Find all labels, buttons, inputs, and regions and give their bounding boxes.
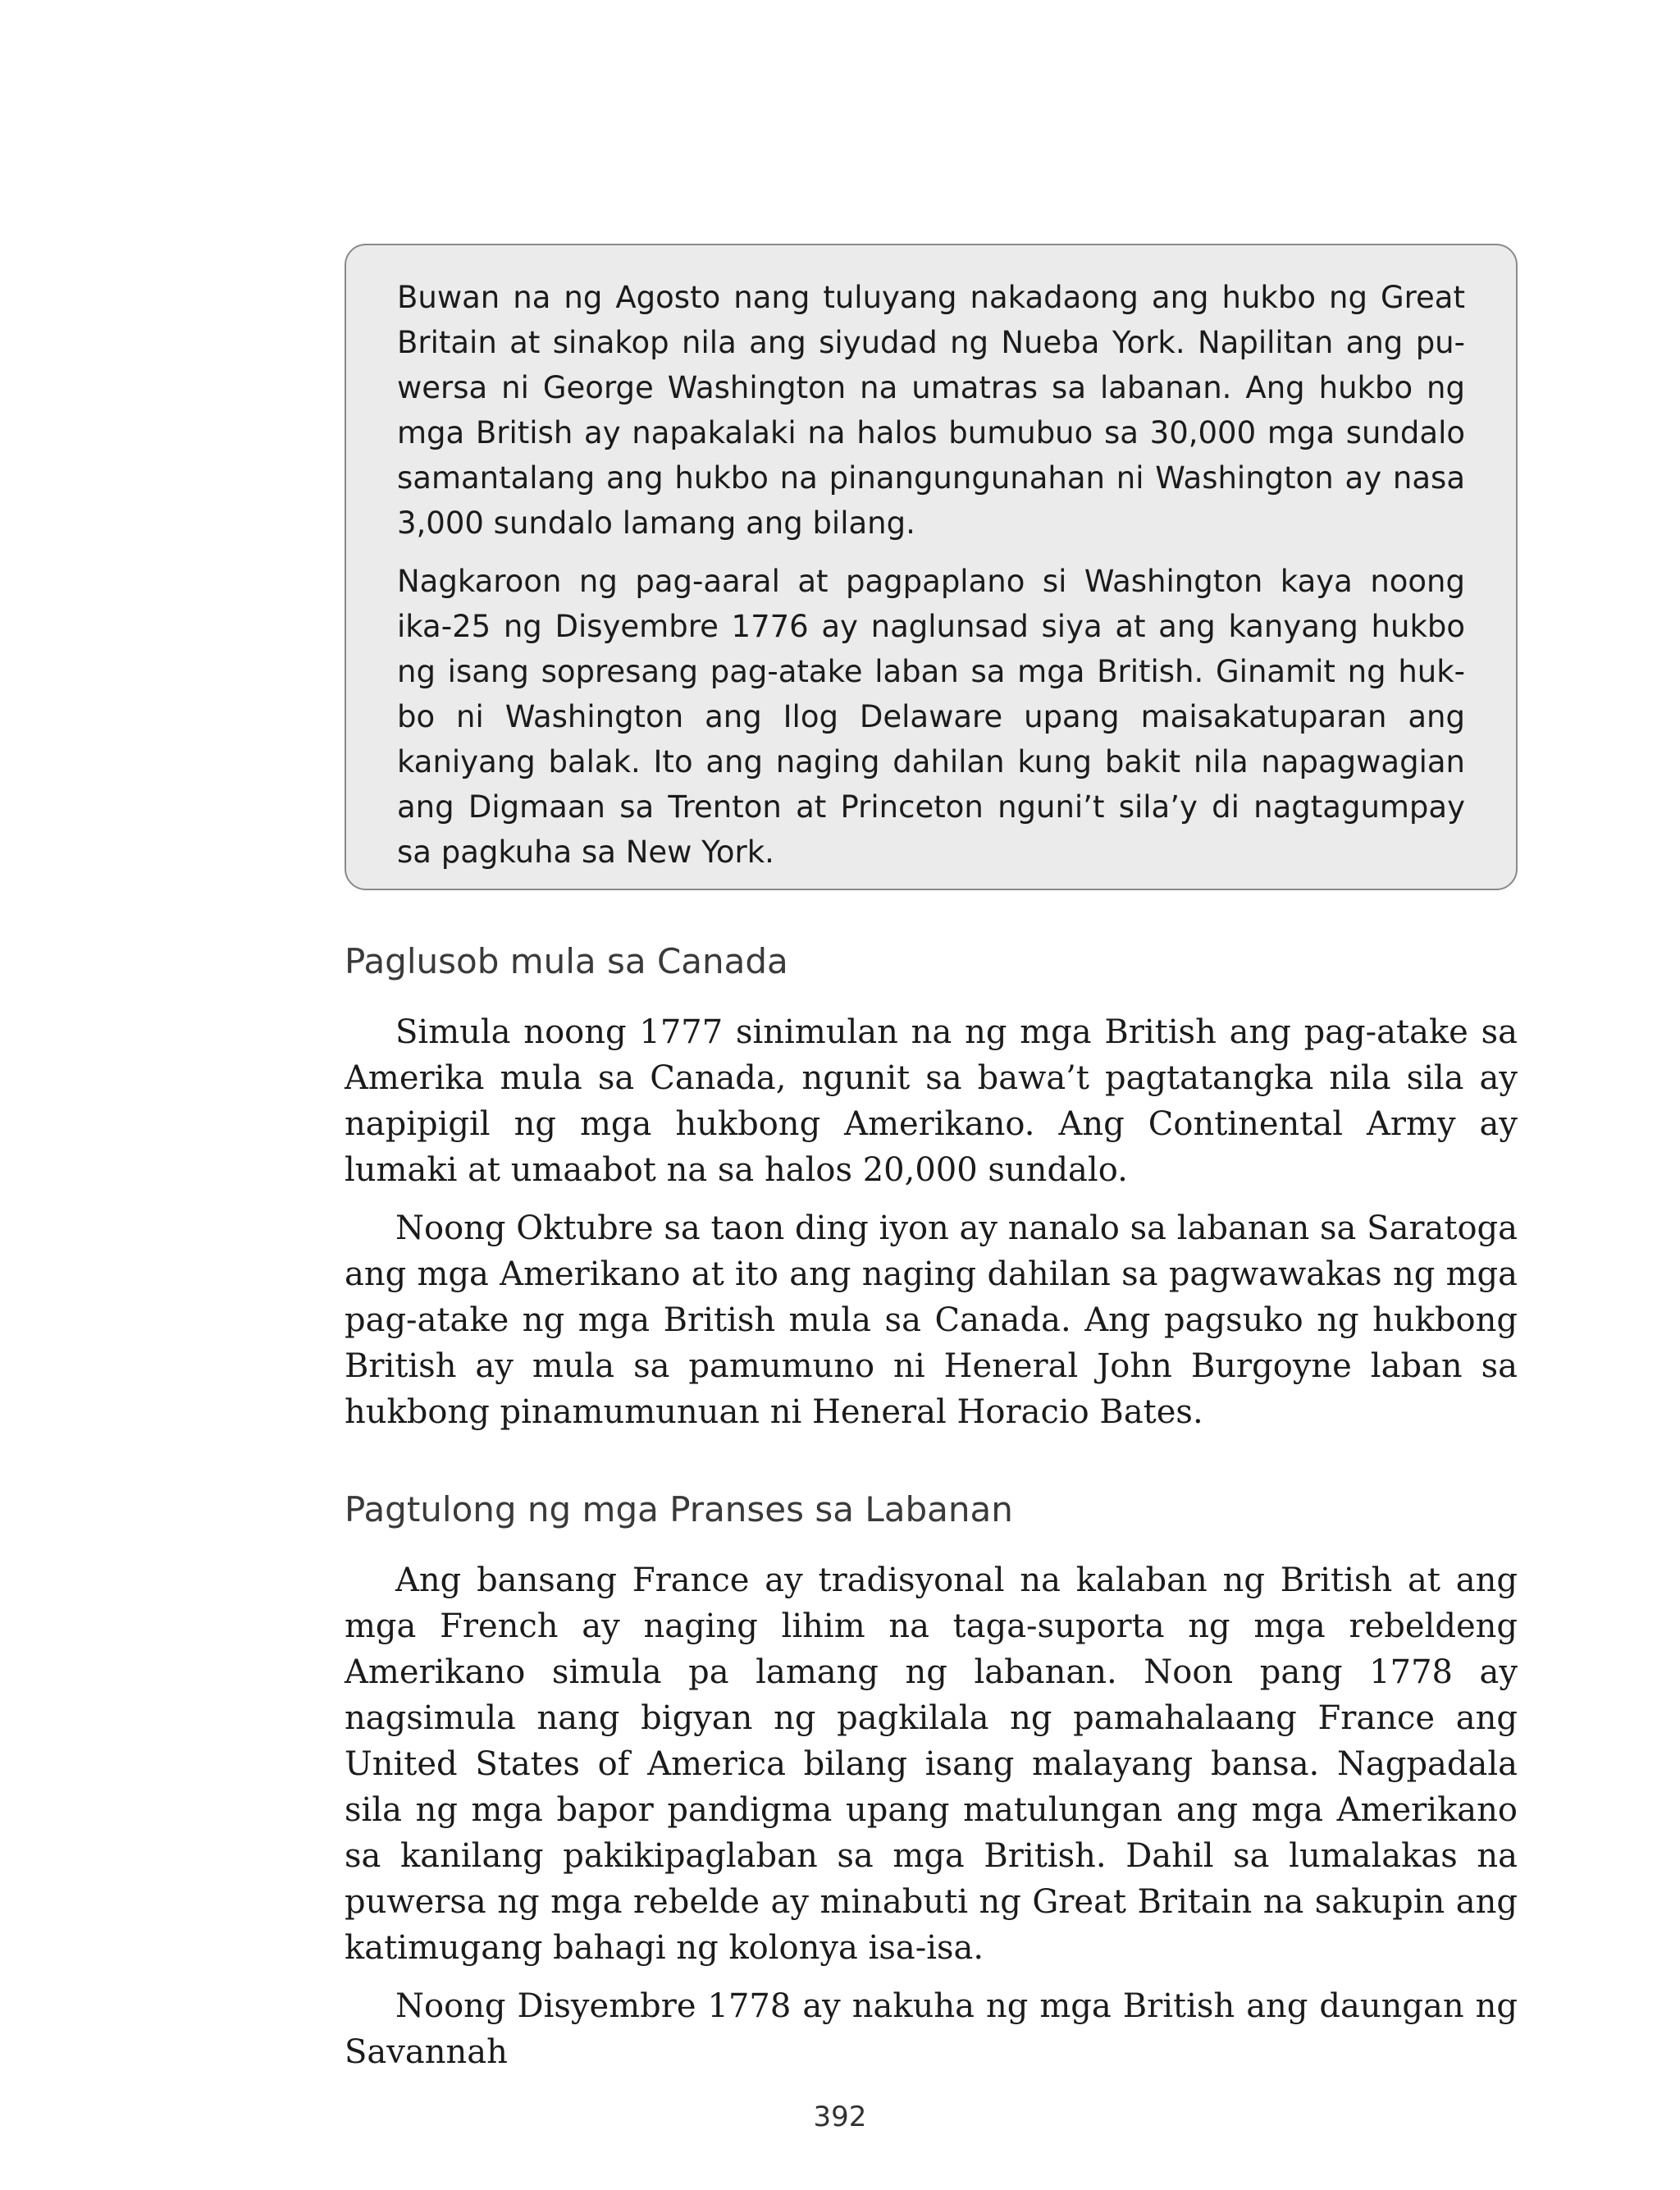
body-paragraph: Ang bansang France ay tradisyonal na kalaban ng British at ang mga French ay naging lihim na taga-suporta ng mga rebeldeng Amerikano simula pa lamang ng labanan. Noon pang 1778 ay nagsimula nang bigyan ng pagkilala ng pamahalaang France ang United States of America bilang isang malayang bansa. Nagpadala sila ng mga bapor pandigma upang matulungan ang mga Amerikano sa kanilang pakikipaglaban sa mga British. Dahil sa lumalakas na puwersa ng mga rebelde ay minabuti ng Great Britain na sakupin ang katimugang bahagi ng kolonya isa-isa.	[345, 1561, 1518, 1967]
section-body	[345, 1557, 1518, 2075]
callout-box	[345, 244, 1518, 890]
callout-paragraph: Nagkaroon ng pag-aaral at pagpaplano si Washington kaya noong ika-25 ng Disyembre 1776 ay naglunsad siya at ang kanyang hukbo ng isang sopresang pag-atake laban sa mga British. Ginamit ng hukbo ni Washington ang Ilog Delaware upang maisakatuparan ang kaniyang balak. Ito ang naging dahilan kung bakit nila napagwagian ang Digmaan sa Trenton at Princeton nguni’t sila’y di nagtagumpay sa pagkuha sa New York.	[397, 564, 1465, 870]
body-paragraph: Noong Disyembre 1778 ay nakuha ng mga British ang daungan ng Savannah	[345, 1987, 1518, 2071]
section-heading: Paglusob mula sa Canada	[345, 941, 788, 981]
page-number: 392	[813, 2101, 867, 2133]
section-heading: Pagtulong ng mga Pranses sa Labanan	[345, 1489, 1013, 1529]
callout-paragraph: Buwan na ng Agosto nang tuluyang nakadaong ang hukbo ng Great Britain at sinakop nila ang siyudad ng Nueba York. Napilitan ang puwersa ni George Washington na umatras sa labanan. Ang hukbo ng mga British ay napakalaki na halos bumubuo sa 30,000 mga sundalo samantalang ang hukbo na pinangungunahan ni Washington ay nasa 3,000 sundalo lamang ang bilang.	[397, 280, 1465, 541]
body-paragraph: Simula noong 1777 sinimulan na ng mga British ang pag-atake sa Amerika mula sa Canada, ngunit sa bawa’t pagtatangka nila sila ay napipigil ng mga hukbong Amerikano. Ang Continental Army ay lumaki at umaabot na sa halos 20,000 sundalo.	[345, 1013, 1518, 1189]
body-paragraph: Noong Oktubre sa taon ding iyon ay nanalo sa labanan sa Saratoga ang mga Amerikano at ito ang naging dahilan sa pagwawakas ng mga pag-atake ng mga British mula sa Canada. Ang pagsuko ng hukbong British ay mula sa pamumuno ni Heneral John Burgoyne laban sa hukbong pinamumunuan ni Heneral Horacio Bates.	[345, 1209, 1518, 1431]
section-body	[345, 1009, 1518, 1435]
